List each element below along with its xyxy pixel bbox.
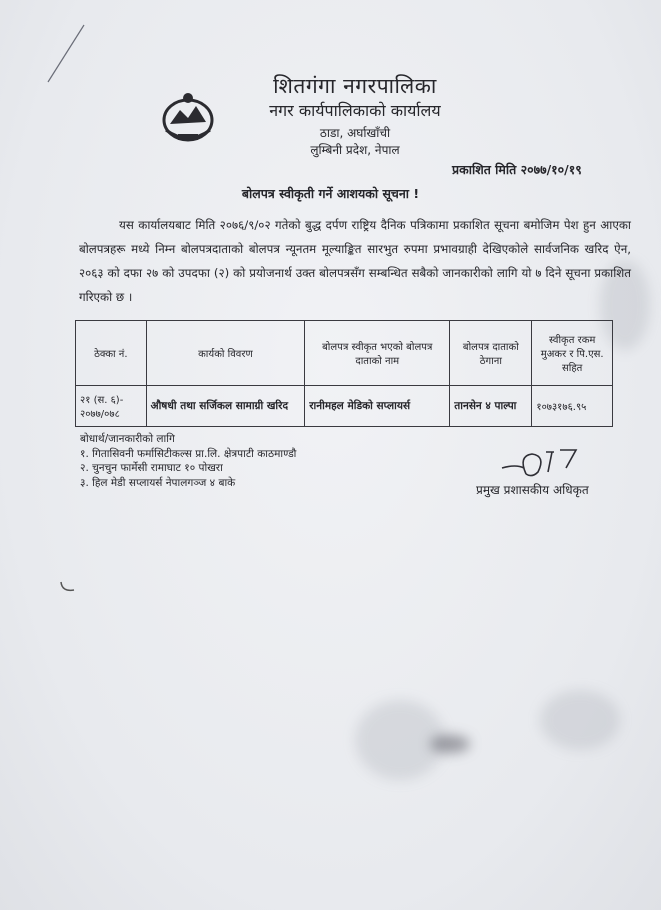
published-date: प्रकाशित मिति २०७७/१०/१९ <box>452 162 582 177</box>
list-item: १. गितासिवनी फर्मासिटीकल्स प्रा.लि. क्षेत्रपाटी काठमाण्डौ <box>80 447 297 460</box>
table-row <box>76 386 613 427</box>
pen-mark <box>58 578 78 598</box>
pen-mark <box>40 20 90 90</box>
col-address: बोलपत्र दाताको ठेगाना <box>450 321 532 386</box>
municipality-name: शितगंगा नगरपालिका <box>273 74 437 98</box>
stain <box>540 690 620 750</box>
notice-title: बोलपत्र स्वीकृती गर्ने आशयको सूचना ! <box>241 186 420 201</box>
cell-amount: १०७३१७६.९५ <box>532 386 613 427</box>
info-list <box>80 432 296 490</box>
nepal-emblem-icon <box>160 90 216 144</box>
table-header-row <box>76 321 613 386</box>
notice-body-text: यस कार्यालयबाट मिति २०७६/९/०२ गतेको बुद्ध दर्पण राष्ट्रिय दैनिक पत्रिकामा प्रकाशित सूचना बमोजिम पेश हुन आएका बोलपत्रहरू मध्ये निम्न बोलपत्रदाताको बोलपत्र न्यूनतम मूल्याङ्कित सारभुत रुपमा प्रभावग्राही देखिएकोले सार्वजनिक खरिद ऐन, २०६३ को दफा २७ को उपदफा (२) को प्रयोजनार्थ उक्त बोलपत्रसँग सम्बन्धित सबैको जानकारीको लागि यो ७ दिने सूचना प्रकाशित गरिएको छ । <box>79 218 632 304</box>
cell-description: औषधी तथा सर्जिकल सामाग्री खरिद <box>146 386 305 427</box>
stain <box>430 735 470 753</box>
col-bidder: बोलपत्र स्वीकृत भएको बोलपत्र दाताको नाम <box>305 321 450 386</box>
cell-bidder: रानीमहल मेडिको सप्लायर्स <box>305 386 450 427</box>
col-description: कार्यको विवरण <box>146 321 305 386</box>
office-name: नगर कार्यपालिकाको कार्यालय <box>269 101 441 120</box>
list-item: २. चुनचुन फार्मेसी रामाघाट १० पोखरा <box>80 462 223 474</box>
office-location: ठाडा, अर्घाखाँची <box>319 126 391 140</box>
office-province: लुम्बिनी प्रदेश, नेपाल <box>310 143 400 157</box>
signatory-title: प्रमुख प्रशासकीय अधिकृत <box>476 483 589 497</box>
notice-body <box>79 213 631 309</box>
award-table <box>75 320 613 427</box>
signature <box>496 446 596 480</box>
cell-contract-no: २१ (स. ६)- २०७७/०७८ <box>76 386 147 427</box>
col-amount: स्वीकृत रकम मुअकर र पि.एस. सहित <box>532 321 613 386</box>
list-item: ३. हिल मेडी सप्लायर्स नेपालगञ्ज ४ बाके <box>80 476 236 489</box>
col-contract-no: ठेक्का नं. <box>76 321 147 386</box>
cell-address: तानसेन ४ पाल्पा <box>450 386 532 427</box>
info-heading: बोधार्थ/जानकारीको लागि <box>80 433 175 445</box>
